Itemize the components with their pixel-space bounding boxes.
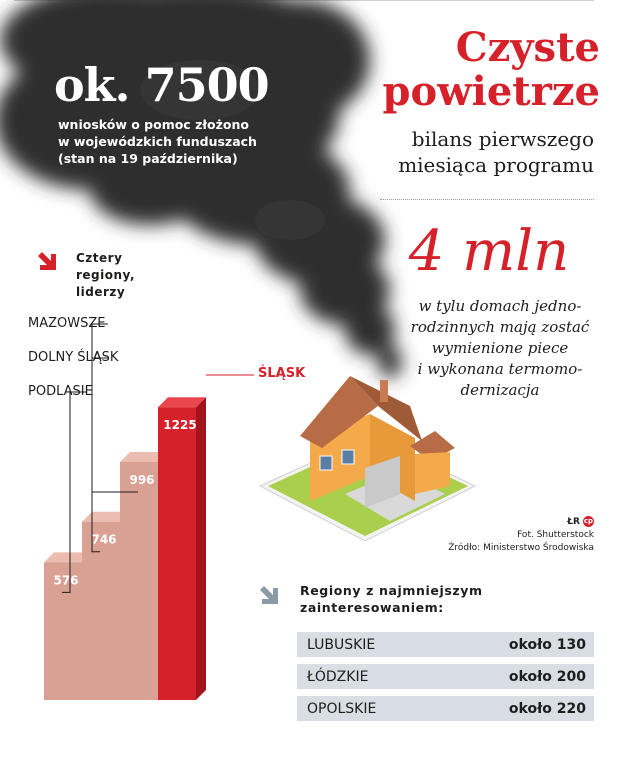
page-title: Czyste powietrze xyxy=(382,24,600,115)
row-value: około 220 xyxy=(508,700,586,717)
label-dolny-slask: DOLNY ŚLĄSK xyxy=(28,350,119,365)
credit-photo: Fot. Shutterstock xyxy=(517,530,594,540)
table-title: Regiony z najmniejszym zainteresowaniem: xyxy=(300,583,483,615)
page-subtitle: bilans pierwszego miesiąca programu xyxy=(398,127,594,177)
bar-front xyxy=(82,522,120,700)
bar-front xyxy=(120,462,158,700)
bar-chart xyxy=(0,300,300,760)
credit-author: ŁR xyxy=(567,517,580,527)
window xyxy=(342,450,354,464)
row-region: ŁÓDZKIE xyxy=(307,668,369,685)
copyright-badge-icon: cp xyxy=(583,517,594,525)
bar-śląsk xyxy=(158,397,206,700)
label-podlasie: PODLASIE xyxy=(28,384,93,399)
stat-description: w tylu domach jedno- rodzinnych mają zostać wymienione piece i wykonana termomo- dernizacja xyxy=(410,297,590,399)
window xyxy=(320,456,332,470)
bar-front xyxy=(158,407,196,700)
credit-source: Źródło: Ministerstwo Środowiska xyxy=(448,543,594,553)
table-row xyxy=(297,632,594,657)
headline-number: ok. 7500 xyxy=(54,58,269,112)
row-value: około 200 xyxy=(508,668,586,685)
dotted-divider xyxy=(380,199,594,200)
bar-value-label: 746 xyxy=(91,532,117,547)
credits xyxy=(420,516,594,555)
bar-side xyxy=(196,397,206,700)
label-slask: ŚLĄSK xyxy=(258,366,306,381)
table-row xyxy=(297,696,594,721)
chart-title: Cztery regiony, liderzy xyxy=(76,251,135,299)
row-region: OPOLSKIE xyxy=(307,700,377,717)
chimney xyxy=(380,380,388,402)
row-value: około 130 xyxy=(508,636,586,653)
label-mazowsze: MAZOWSZE xyxy=(28,316,106,331)
arrow-down-right-icon xyxy=(36,250,58,272)
table-row xyxy=(297,664,594,689)
bar-value-label: 1225 xyxy=(163,418,197,433)
arrow-down-right-icon xyxy=(258,584,282,608)
bar-value-label: 576 xyxy=(53,573,79,588)
stat-value: 4 mln xyxy=(408,219,570,284)
bar-value-label: 996 xyxy=(129,472,155,487)
headline-description: wniosków o pomoc złożono w wojewódzkich funduszach (stan na 19 października) xyxy=(58,117,257,166)
row-region: LUBUSKIE xyxy=(307,636,376,653)
